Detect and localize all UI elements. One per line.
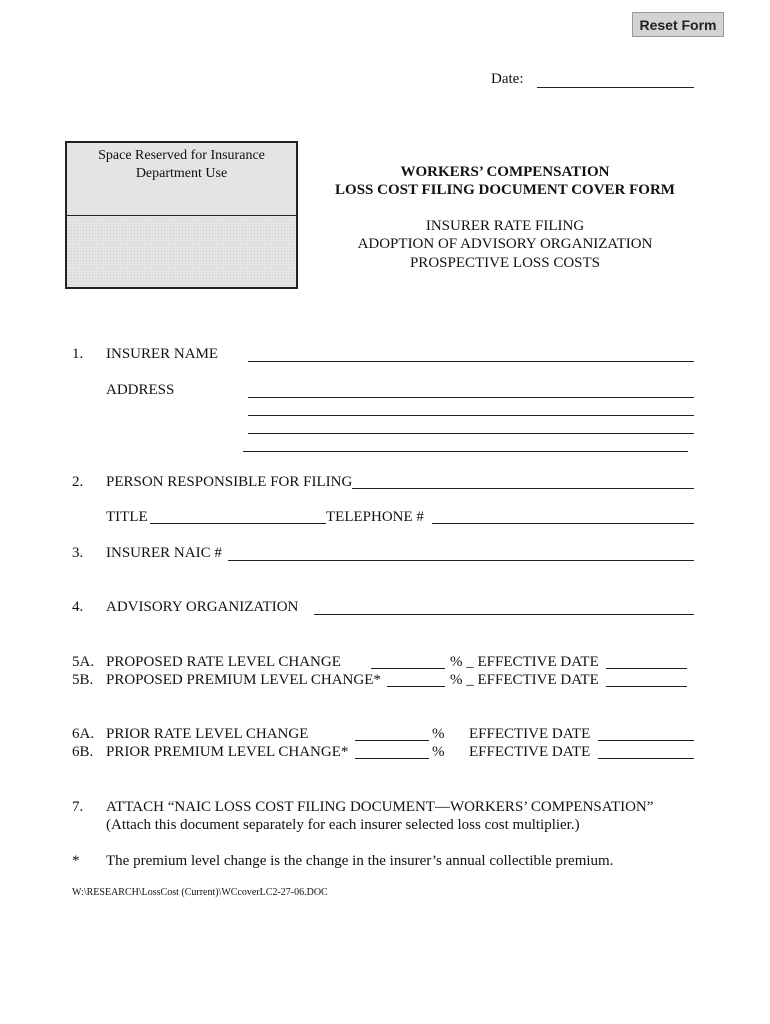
address-field-2[interactable] xyxy=(248,415,694,416)
attach-note: (Attach this document separately for each insurer selected loss cost multiplier.) xyxy=(106,817,580,833)
prior-rate-effective-label: EFFECTIVE DATE xyxy=(469,726,591,742)
address-field-3[interactable] xyxy=(248,433,694,434)
date-label: Date: xyxy=(491,71,524,87)
file-path: W:\RESEARCH\LossCost (Current)\WCcoverLC2-27-06.DOC xyxy=(72,887,328,898)
reserved-line2: Department Use xyxy=(135,166,228,181)
prior-premium-label: PRIOR PREMIUM LEVEL CHANGE* xyxy=(106,744,349,760)
form-title-1: WORKERS’ COMPENSATION xyxy=(400,164,610,180)
person-responsible-field[interactable] xyxy=(352,488,694,489)
prior-premium-effective-label: EFFECTIVE DATE xyxy=(469,744,591,760)
form-title-2: LOSS COST FILING DOCUMENT COVER FORM xyxy=(335,182,675,198)
insurer-naic-field[interactable] xyxy=(228,560,694,561)
form-subtitle-2: ADOPTION OF ADVISORY ORGANIZATION xyxy=(357,236,653,252)
prior-premium-pct: % xyxy=(432,744,445,760)
advisory-organization-label: ADVISORY ORGANIZATION xyxy=(106,599,299,615)
title-field[interactable] xyxy=(150,523,326,524)
proposed-premium-effective-field[interactable] xyxy=(606,686,687,687)
reserved-box-header xyxy=(67,143,296,216)
prior-rate-field[interactable] xyxy=(355,740,429,741)
attach-instruction: ATTACH “NAIC LOSS COST FILING DOCUMENT—WORKERS’ COMPENSATION” xyxy=(106,799,654,815)
item-number-6b: 6B. xyxy=(72,744,94,760)
insurer-naic-label: INSURER NAIC # xyxy=(106,545,222,561)
reserved-box-area xyxy=(67,217,296,287)
form-subtitle-1: INSURER RATE FILING xyxy=(425,218,585,234)
footnote-text: The premium level change is the change in the insurer’s annual collectible premium. xyxy=(106,853,614,869)
item-number-4: 4. xyxy=(72,599,84,615)
prior-premium-effective-field[interactable] xyxy=(598,758,694,759)
item-number-2: 2. xyxy=(72,474,84,490)
prior-rate-effective-field[interactable] xyxy=(598,740,694,741)
item-number-3: 3. xyxy=(72,545,84,561)
proposed-premium-label: PROPOSED PREMIUM LEVEL CHANGE* xyxy=(106,672,381,688)
prior-rate-pct: % xyxy=(432,726,445,742)
insurer-name-field[interactable] xyxy=(248,361,694,362)
reserved-line1: Space Reserved for Insurance xyxy=(98,148,265,163)
advisory-organization-field[interactable] xyxy=(314,614,694,615)
insurer-name-label: INSURER NAME xyxy=(106,346,219,362)
item-number-6a: 6A. xyxy=(72,726,95,742)
telephone-label: TELEPHONE # xyxy=(326,509,424,525)
prior-premium-field[interactable] xyxy=(355,758,429,759)
footnote-asterisk: * xyxy=(72,853,80,869)
address-field-1[interactable] xyxy=(248,397,694,398)
person-responsible-label: PERSON RESPONSIBLE FOR FILING xyxy=(106,474,353,490)
form-subtitle-3: PROSPECTIVE LOSS COSTS xyxy=(409,255,601,271)
item-number-5b: 5B. xyxy=(72,672,94,688)
address-field-4[interactable] xyxy=(243,451,688,452)
address-label: ADDRESS xyxy=(106,382,175,398)
title-label: TITLE xyxy=(106,509,148,525)
telephone-field[interactable] xyxy=(432,523,694,524)
proposed-rate-label: PROPOSED RATE LEVEL CHANGE xyxy=(106,654,341,670)
reserved-box xyxy=(65,141,298,289)
item-number-1: 1. xyxy=(72,346,84,362)
proposed-rate-effective-label: % _ EFFECTIVE DATE xyxy=(450,654,599,670)
reset-form-button[interactable]: Reset Form xyxy=(632,12,724,37)
proposed-premium-field[interactable] xyxy=(387,686,445,687)
date-field[interactable] xyxy=(537,87,694,88)
prior-rate-label: PRIOR RATE LEVEL CHANGE xyxy=(106,726,309,742)
item-number-7: 7. xyxy=(72,799,84,815)
item-number-5a: 5A. xyxy=(72,654,95,670)
proposed-rate-field[interactable] xyxy=(371,668,445,669)
proposed-premium-effective-label: % _ EFFECTIVE DATE xyxy=(450,672,599,688)
proposed-rate-effective-field[interactable] xyxy=(606,668,687,669)
